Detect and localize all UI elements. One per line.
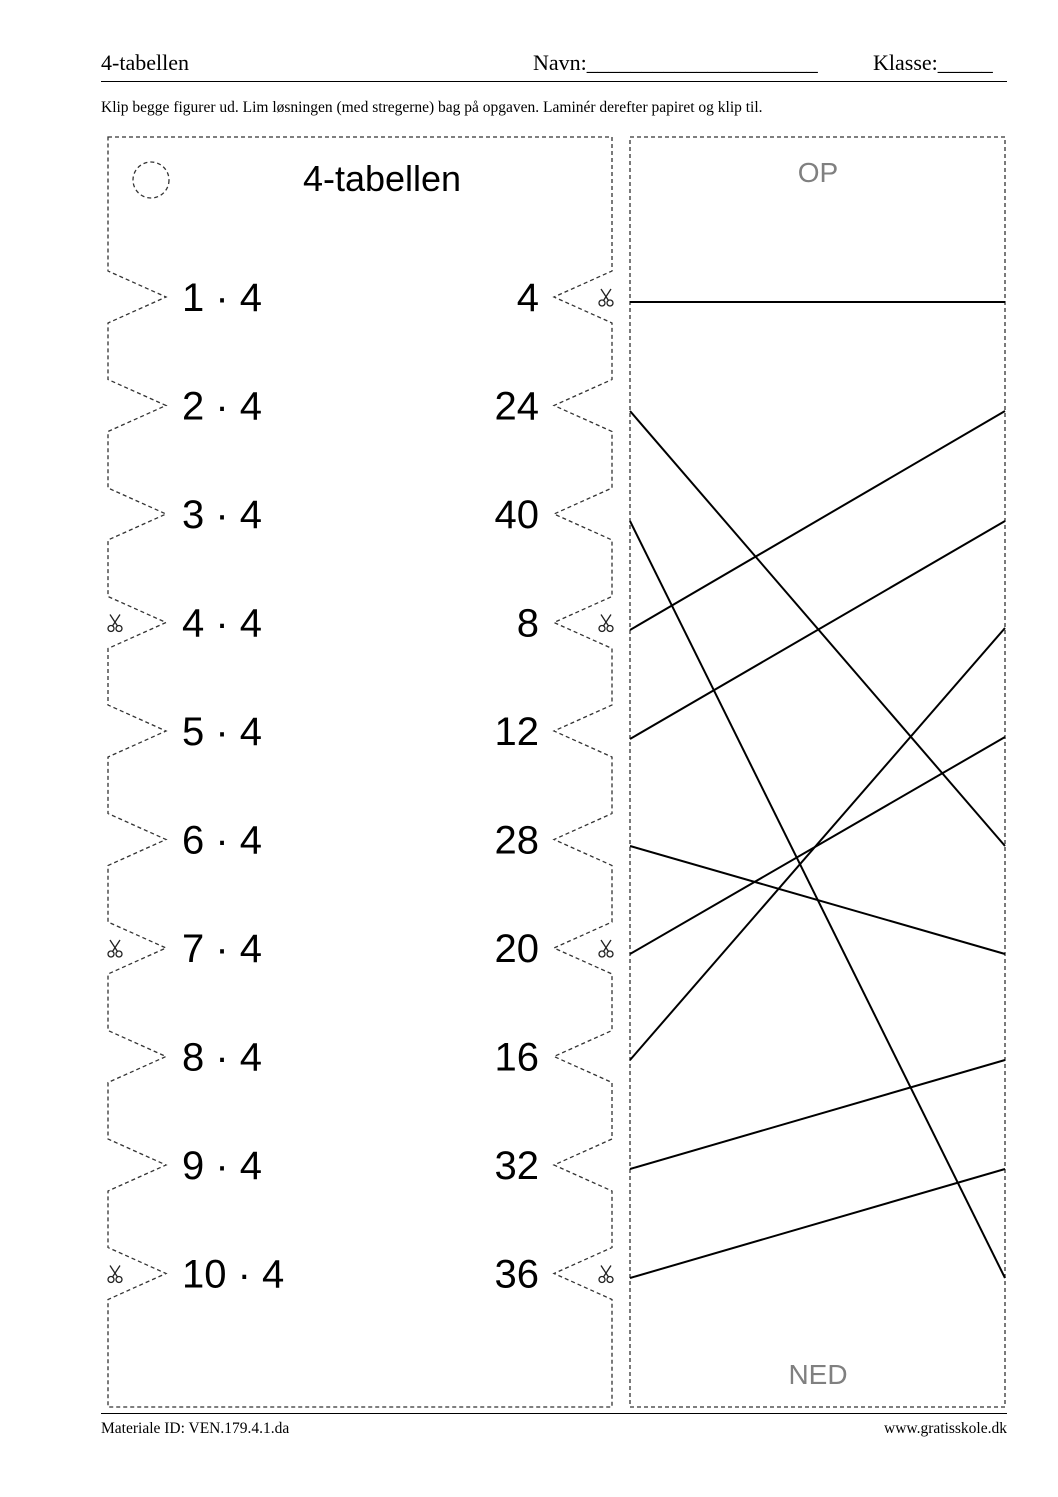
website-link[interactable]: www.gratisskole.dk [884, 1420, 1007, 1437]
solution-card-outline [630, 137, 1005, 1407]
solution-line [630, 628, 1005, 1060]
scissors-icon [108, 615, 122, 632]
answer-text: 28 [494, 818, 539, 863]
solution-line [630, 411, 1005, 846]
answer-text: 24 [494, 384, 539, 429]
scissors-icon [108, 940, 122, 957]
answer-text: 36 [494, 1252, 539, 1297]
question-text: 6 · 4 [182, 818, 263, 863]
question-text: 5 · 4 [182, 710, 263, 754]
question-text: 10 · 4 [182, 1252, 285, 1297]
scissors-marks [108, 289, 613, 1283]
punch-hole-icon [133, 162, 169, 198]
answer-text: 32 [494, 1144, 539, 1188]
solution-line [630, 1169, 1005, 1278]
solution-line [630, 411, 1005, 630]
scissors-icon [599, 940, 613, 957]
answer-text: 16 [494, 1035, 539, 1080]
solution-line [630, 521, 1005, 739]
answer-text: 8 [516, 601, 539, 646]
questions-list [182, 276, 284, 1297]
question-text: 9 · 4 [182, 1144, 263, 1188]
answer-text: 20 [494, 927, 539, 971]
instructions-text: Klip begge figurer ud. Lim løsningen (med stregerne) bag på opgaven. Laminér derefter papiret og klip til. [101, 99, 763, 116]
card-cut-path [108, 137, 612, 1407]
solution-line [630, 846, 1005, 954]
question-card-outline [108, 137, 612, 1407]
solution-bottom-label: NED [788, 1359, 848, 1390]
page-title: 4-tabellen [101, 50, 189, 75]
answers-list [495, 276, 540, 1297]
answer-text: 40 [494, 493, 539, 537]
solution-top-label: OP [797, 157, 839, 188]
class-field[interactable]: Klasse:_____ [873, 50, 993, 75]
footer-divider [101, 1413, 1007, 1414]
question-text: 1 · 4 [182, 276, 263, 320]
name-field[interactable]: Navn:_____________________ [533, 50, 818, 75]
question-text: 3 · 4 [182, 493, 263, 537]
scissors-icon [599, 289, 613, 306]
scissors-icon [599, 615, 613, 632]
scissors-icon [108, 1266, 122, 1283]
scissors-icon [599, 1266, 613, 1283]
material-id: Materiale ID: VEN.179.4.1.da [101, 1420, 290, 1437]
question-text: 4 · 4 [182, 601, 263, 646]
question-text: 2 · 4 [182, 384, 263, 429]
answer-text: 12 [494, 710, 539, 754]
solution-lines [630, 302, 1005, 1278]
answer-text: 4 [516, 276, 539, 320]
card-title: 4-tabellen [302, 158, 462, 199]
question-text: 7 · 4 [182, 927, 263, 971]
solution-line [630, 1060, 1005, 1169]
question-text: 8 · 4 [182, 1035, 263, 1080]
